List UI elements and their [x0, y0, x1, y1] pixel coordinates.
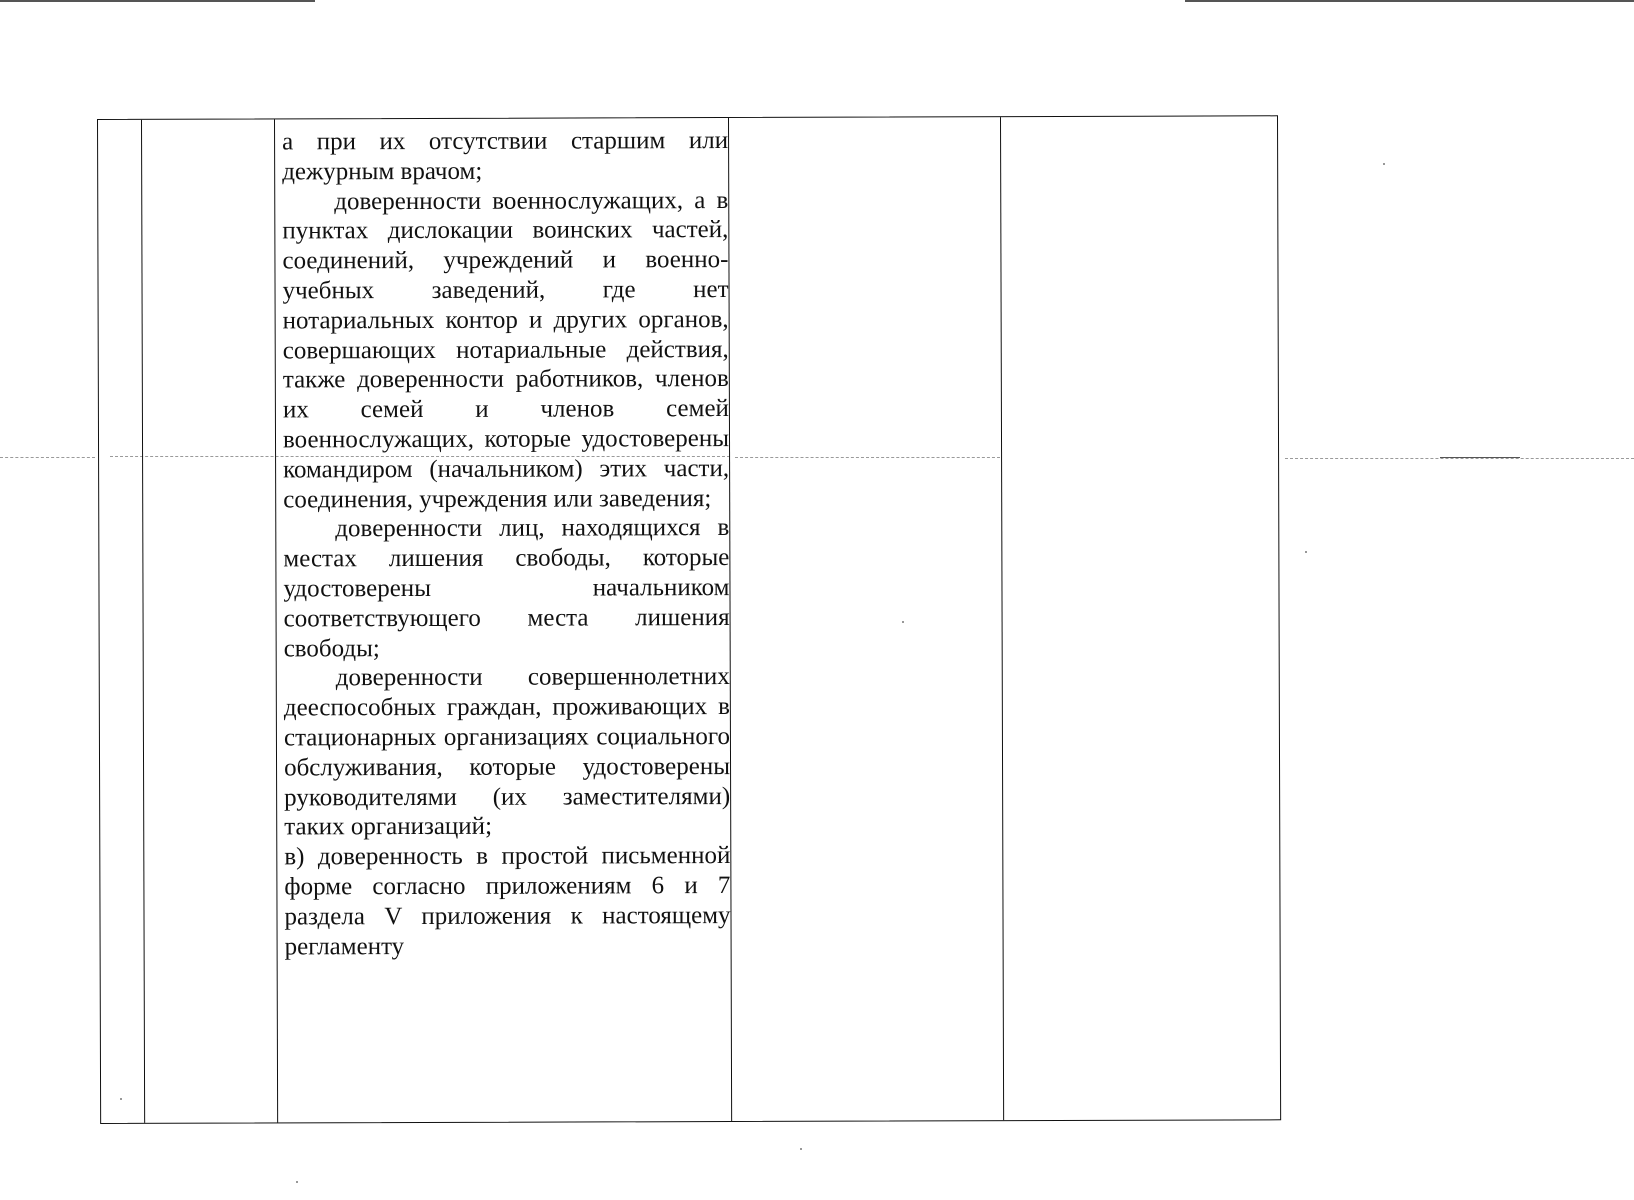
scan-fold-mark: [1440, 457, 1520, 458]
cell-paragraph: а при их отсутствии старшим или дежурным врачом;: [282, 127, 729, 186]
table-column-divider-2: [274, 119, 278, 1122]
scan-fold-line-far: [1285, 458, 1634, 459]
table-column-divider-4: [1000, 117, 1004, 1120]
cell-paragraph: доверенности лиц, находящихся в местах лишения свободы, которые удостоверены начальником соответствующего места лишения свободы;: [283, 514, 730, 662]
scan-speck: [296, 1181, 298, 1183]
scan-edge-top-right: [1185, 0, 1634, 2]
document-table: [97, 115, 1281, 1124]
scan-edge-top-left: [0, 0, 315, 2]
cell-paragraph: доверенности военнослужащих, а в пунктах дислокации воинских частей, соединений, учреждений и военно-учебных заведений, где нет нотариальных контор и других органов, совершающих нотариальные действия, также доверенности работников, членов их семей и членов семей военнослужащих, которые удостоверены командиром (начальником) этих части, соединения, учреждения или заведения;: [282, 186, 730, 513]
scan-speck: [1383, 163, 1385, 165]
scan-speck: [800, 1148, 802, 1150]
scan-speck: [1305, 551, 1307, 553]
cell-paragraph: доверенности совершеннолетних дееспособных граждан, проживающих в стационарных организациях социального обслуживания, которые удостоверены руководителями (их заместителями) таких организаций;: [283, 663, 731, 841]
cell-paragraph: в) доверенность в простой письменной форме согласно приложениям 6 и 7 раздела V приложения к настоящему регламенту: [284, 842, 731, 960]
scan-fold-line-left: [0, 457, 95, 458]
table-cell-text: [282, 126, 731, 962]
table-column-divider-1: [141, 120, 145, 1123]
